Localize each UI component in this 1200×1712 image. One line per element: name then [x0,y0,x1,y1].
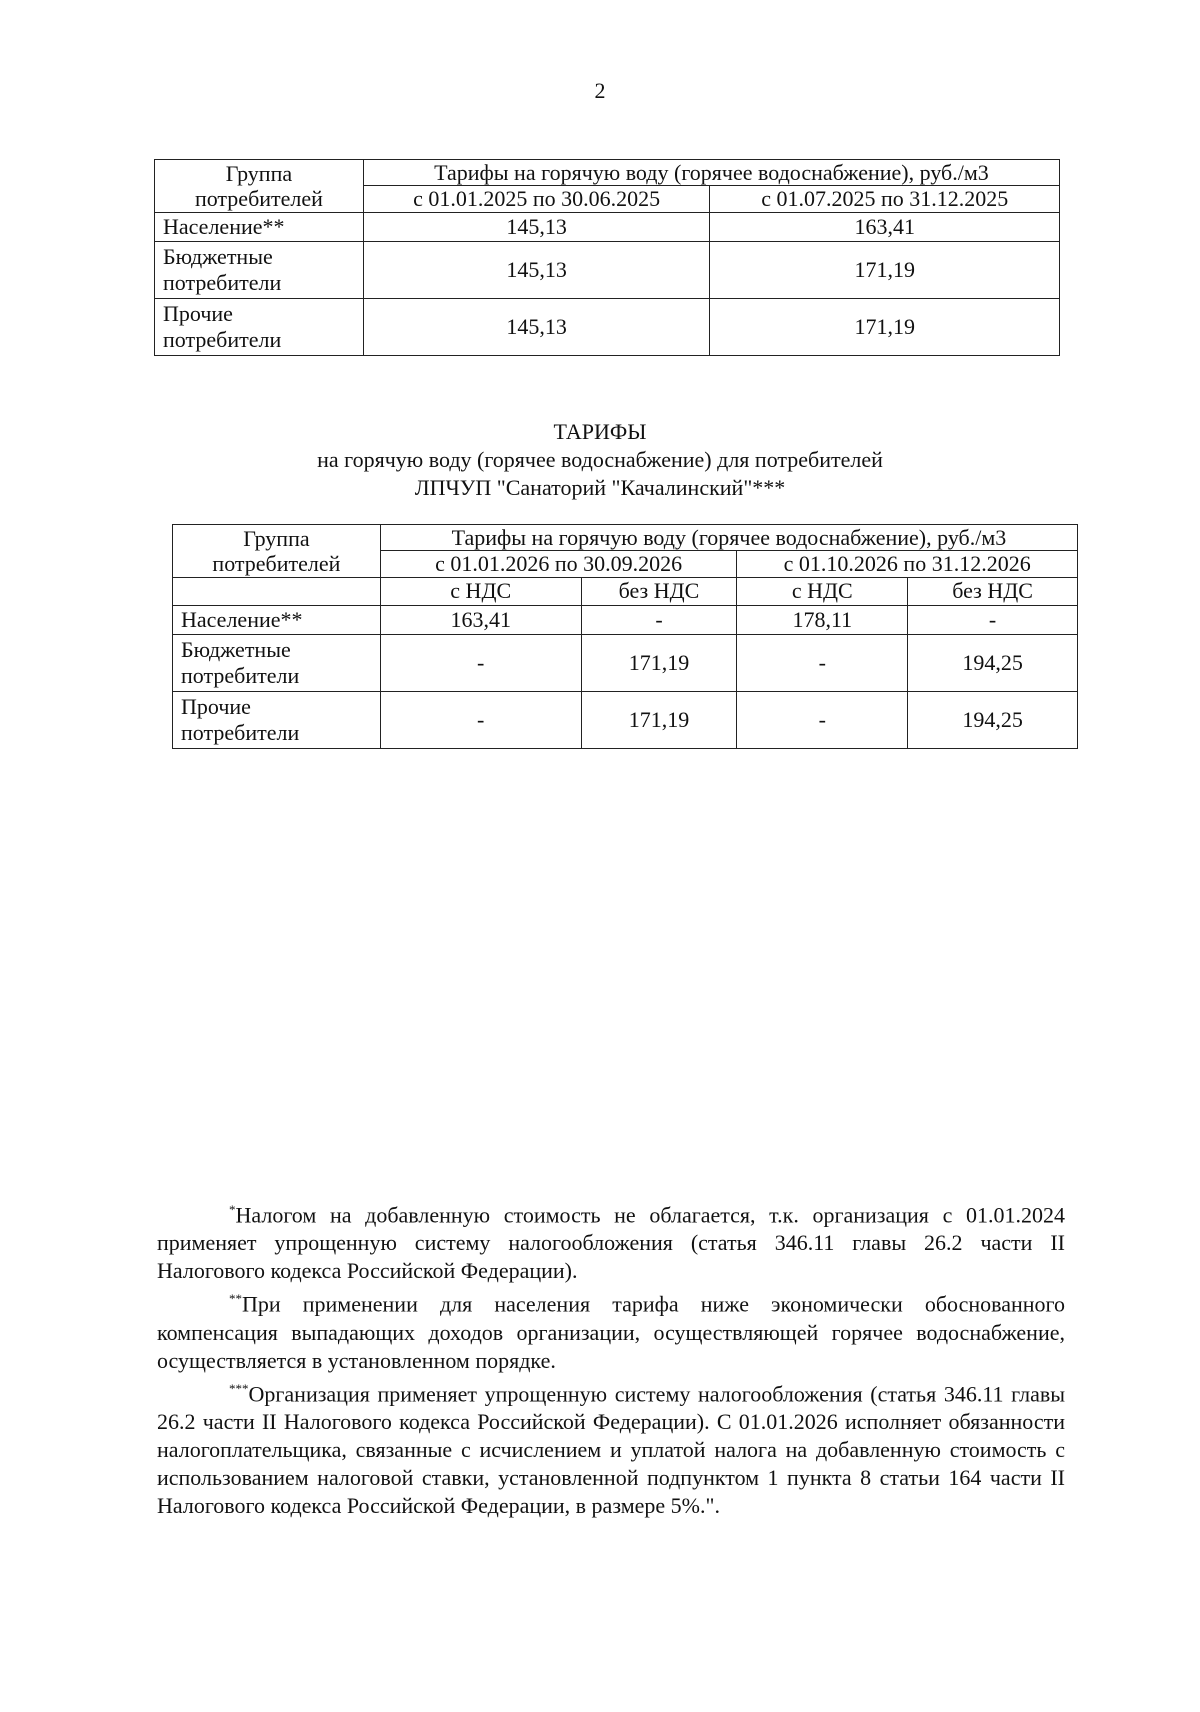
value-cell: 145,13 [363,298,710,355]
value-cell: 171,19 [581,634,737,691]
value-cell: 163,41 [380,605,581,634]
empty-cell [173,577,381,605]
tariff-table-2026 [172,524,1078,749]
tariff-header: Тарифы на горячую воду (горячее водоснабжение), руб./м3 [363,160,1059,186]
tariff-title-block [0,418,1200,502]
period-header: с 01.07.2025 по 31.12.2025 [710,186,1060,212]
vat-header: без НДС [581,577,737,605]
group-cell: Население** [155,212,364,241]
table-row [155,298,1060,355]
group-cell: Прочие потребители [155,298,364,355]
period-header: с 01.01.2025 по 30.06.2025 [363,186,710,212]
table-row [173,634,1078,691]
value-cell: 178,11 [737,605,908,634]
group-cell: Прочие потребители [173,691,381,748]
footnote-mark: * [229,1202,236,1217]
value-cell: 145,13 [363,241,710,298]
value-cell: 171,19 [710,298,1060,355]
footnote [157,1285,1065,1374]
value-cell: - [380,634,581,691]
footnote-text: Организация применяет упрощенную систему налогообложения (статья 346.11 главы 26.2 части II Налогового кодекса Российской Федерации). С 01.01.2026 исполняет обязанности налогоплательщика, связанные с исчислением и уплатой налога на добавленную стоимость с использованием налоговой ставки, установленной подпунктом 1 пункта 8 статьи 164 части II Налогового кодекса Российской Федерации, в размере 5%.". [157,1380,1065,1518]
value-cell: - [908,605,1078,634]
value-cell: - [737,634,908,691]
value-cell: 171,19 [710,241,1060,298]
table-row [155,212,1060,241]
group-header: Группа потребителей [155,160,364,213]
title-subline: на горячую воду (горячее водоснабжение) для потребителей [317,447,883,472]
vat-header: с НДС [737,577,908,605]
value-cell: - [737,691,908,748]
value-cell: - [581,605,737,634]
table-row [173,691,1078,748]
table-row [155,241,1060,298]
tariff-header: Тарифы на горячую воду (горячее водоснабжение), руб./м3 [380,525,1077,551]
footnotes [157,1196,1065,1520]
title-organization: ЛПЧУП "Санаторий "Качалинский"*** [414,475,786,500]
group-header: Группа потребителей [173,525,381,578]
tariff-table-2025 [154,159,1060,356]
period-header: с 01.01.2026 по 30.09.2026 [380,551,737,577]
vat-header: без НДС [908,577,1078,605]
value-cell: 194,25 [908,691,1078,748]
title-heading: ТАРИФЫ [553,419,647,444]
footnote-text: При применении для населения тарифа ниже экономически обоснованного компенсация выпадающих доходов организации, осуществляющей горячее водоснабжение, осуществляется в установленном порядке. [157,1291,1065,1373]
value-cell: - [380,691,581,748]
footnote-mark: ** [229,1291,242,1307]
value-cell: 145,13 [363,212,710,241]
vat-header: с НДС [380,577,581,605]
footnote [157,1196,1065,1285]
table-row [173,605,1078,634]
footnote-mark: *** [229,1380,249,1396]
value-cell: 163,41 [710,212,1060,241]
group-cell: Бюджетные потребители [173,634,381,691]
value-cell: 194,25 [908,634,1078,691]
group-cell: Население** [173,605,381,634]
group-cell: Бюджетные потребители [155,241,364,298]
page-number: 2 [594,78,606,103]
period-header: с 01.10.2026 по 31.12.2026 [737,551,1078,577]
footnote [157,1375,1065,1520]
value-cell: 171,19 [581,691,737,748]
footnote-text: Налогом на добавленную стоимость не облагается, т.к. организация с 01.01.2024 применяет упрощенную систему налогообложения (статья 346.11 главы 26.2 части II Налогового кодекса Российской Федерации). [157,1202,1065,1284]
